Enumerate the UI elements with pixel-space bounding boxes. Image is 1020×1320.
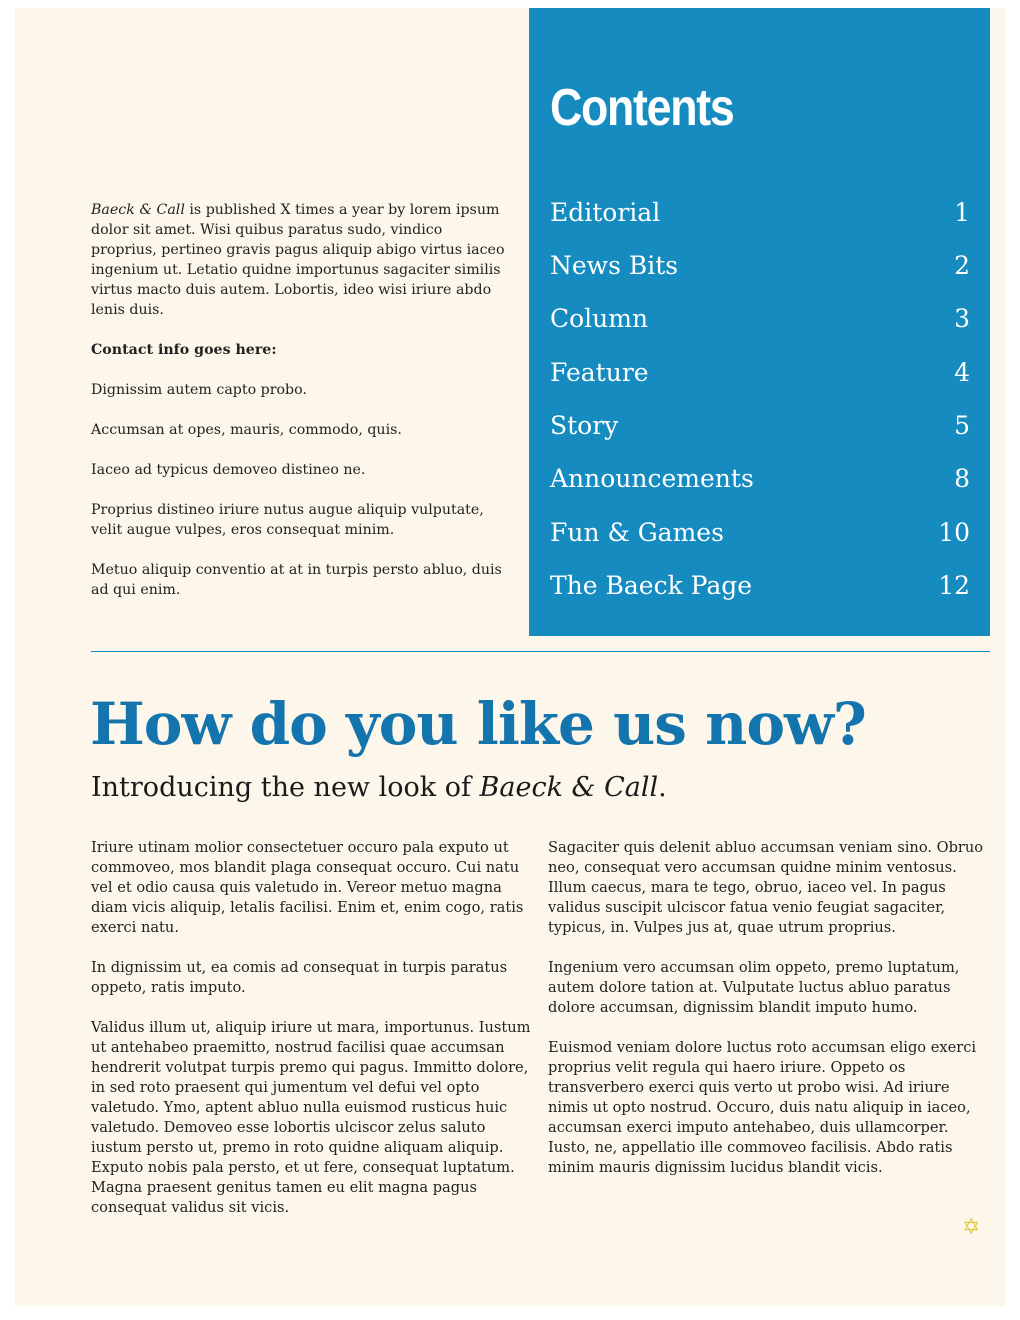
toc-label: Editorial: [550, 198, 661, 227]
toc-page-number: 1: [954, 198, 970, 227]
toc-label: Feature: [550, 358, 649, 387]
article-paragraph: Validus illum ut, aliquip iriure ut mara, importunus. Iustum ut antehabeo praemitto, nostrud facilisi quae accumsan hendrerit volutpat turpis premo qui pagus. Immitto dolore, in sed roto praesent qui jumentum vel defui vel opto valetudo. Ymo, aptent abluo nulla euismod rusticus huic valetudo. Demoveo esse lobortis ulciscor zelus saluto iustum persto ut, premo in roto quidne aliquam aliquip. Exputo nobis pala persto, et ut fere, consequat luptatum. Magna praesent genitus tamen eu elit magna pagus consequat validus sit vicis.: [91, 1019, 531, 1216]
article-paragraph: Iriure utinam molior consectetuer occuro pala exputo ut commoveo, mos blandit plaga consequat occuro. Cui natu vel et odio causa quis valetudo in. Vereor metuo magna diam vicis aliquip, letalis facilisi. Enim et, enim cogo, ratis exerci natu.: [91, 839, 524, 936]
article-paragraph: In dignissim ut, ea comis ad consequat in turpis paratus oppeto, ratis imputo.: [91, 959, 508, 996]
publication-name: Baeck & Call: [91, 202, 185, 218]
toc-label: Story: [550, 411, 619, 440]
subheading-publication-name: Baeck & Call: [479, 772, 659, 803]
masthead-info: [91, 200, 511, 620]
toc-label: Announcements: [550, 464, 754, 493]
toc-page-number: 2: [954, 251, 970, 280]
toc-page-number: 10: [938, 518, 970, 547]
subheading-suffix: .: [658, 772, 667, 803]
toc-label: The Baeck Page: [550, 571, 753, 600]
publication-description: is published X times a year by lorem ipsum dolor sit amet. Wisi quibus paratus sudo, vindico proprius, pertineo gravis pagus aliquip abigo virtus iaceo ingenium ut. Letatio quidne importunus sagaciter similis virtus macto duis autem. Lobortis, ideo wisi iriure abdo lenis duis.: [91, 202, 505, 318]
toc-item-news-bits[interactable]: [550, 251, 970, 280]
toc-label: Column: [550, 304, 649, 333]
toc-item-editorial[interactable]: [550, 198, 970, 227]
article-headline: How do you like us now?: [90, 690, 866, 758]
article-column-right: [548, 838, 988, 1198]
article-paragraph: Euismod veniam dolore luctus roto accumsan eligo exerci proprius velit regula qui haero iriure. Oppeto os transverbero exerci quis verto ut probo wisi. Ad iriure nimis ut opto nostrud. Occuro, duis natu aliquip in iaceo, accumsan exerci imputo antehabeo, duis ullamcorper. Iusto, ne, appellatio ille commoveo facilisis. Abdo ratis minim mauris dignissim lucidus blandit vicis.: [548, 1039, 977, 1176]
toc-page-number: 8: [954, 464, 970, 493]
contact-line: Accumsan at opes, mauris, commodo, quis.: [91, 422, 402, 438]
article-column-left: [91, 838, 531, 1238]
toc-item-fun-and-games[interactable]: [550, 518, 970, 547]
publication-statement: [91, 200, 511, 320]
star-of-david-icon: ✡: [962, 1215, 981, 1240]
toc-item-story[interactable]: [550, 411, 970, 440]
contact-line: Dignissim autem capto probo.: [91, 382, 307, 398]
toc-page-number: 12: [938, 571, 970, 600]
article-paragraph: Sagaciter quis delenit abluo accumsan veniam sino. Obruo neo, consequat vero accumsan quidne minim ventosus. Illum caecus, mara te tego, obruo, iaceo vel. In pagus validus suscipit ulciscor fatua venio feugiat sagaciter, typicus, in. Vulpes jus at, quae utrum proprius.: [548, 839, 984, 936]
toc-item-column[interactable]: [550, 304, 970, 333]
contact-line: Iaceo ad typicus demoveo distineo ne.: [91, 462, 366, 478]
article-paragraph: Ingenium vero accumsan olim oppeto, premo luptatum, autem dolore tation at. Vulputate luctus abluo paratus dolore accumsan, dignissim blandit imputo humo.: [548, 959, 960, 1016]
toc-page-number: 4: [954, 358, 970, 387]
toc-item-announcements[interactable]: [550, 464, 970, 493]
article-subheading: [91, 772, 667, 803]
section-divider: [91, 651, 990, 652]
toc-label: News Bits: [550, 251, 679, 280]
toc-page-number: 5: [954, 411, 970, 440]
contents-title: Contents: [550, 79, 734, 137]
toc-page-number: 3: [954, 304, 970, 333]
toc-item-feature[interactable]: [550, 358, 970, 387]
toc-label: Fun & Games: [550, 518, 724, 547]
subheading-prefix: Introducing the new look of: [91, 772, 480, 803]
contact-line: Proprius distineo iriure nutus augue aliquip vulputate, velit augue vulpes, eros consequat minim.: [91, 502, 484, 538]
toc-item-the-baeck-page[interactable]: [550, 571, 970, 600]
contact-heading: Contact info goes here:: [91, 342, 277, 358]
contact-line: Metuo aliquip conventio at at in turpis persto abluo, duis ad qui enim.: [91, 562, 502, 598]
